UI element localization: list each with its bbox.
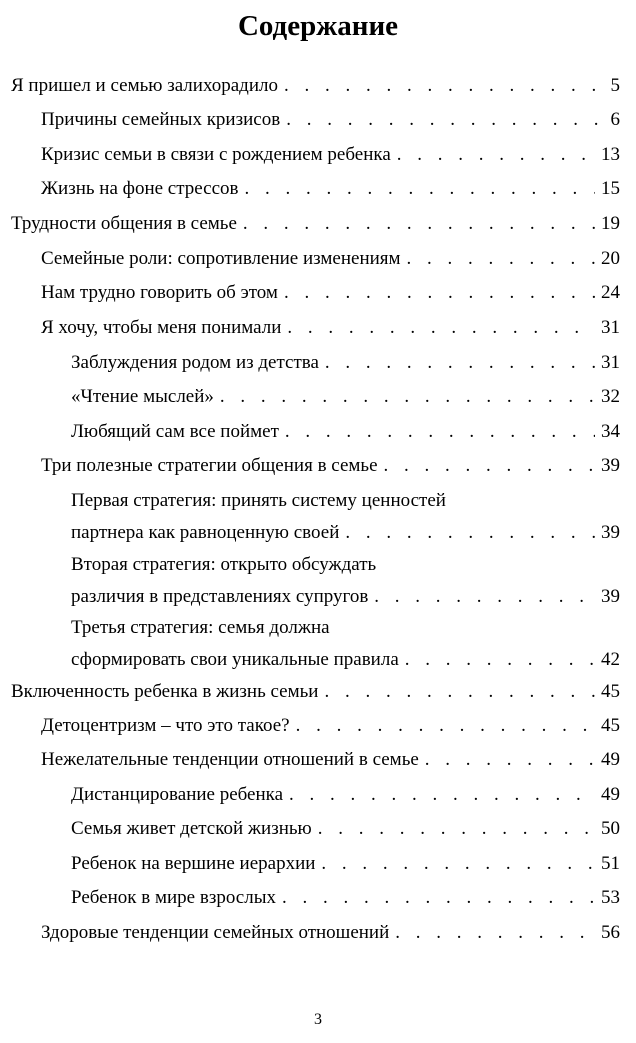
dot-leader <box>384 450 595 482</box>
toc-entry-page: 39 <box>601 522 620 543</box>
toc-entry-page: 39 <box>601 455 620 476</box>
toc-entry-page: 45 <box>601 681 620 702</box>
toc-entry <box>11 676 620 708</box>
toc-entry-page: 31 <box>601 352 620 373</box>
toc-entry-title: различия в представлениях супругов <box>71 586 369 607</box>
dot-leader <box>284 277 595 309</box>
toc-entry-page: 32 <box>601 386 620 407</box>
toc-entry-row <box>71 347 620 379</box>
toc-entry-row <box>11 70 620 102</box>
toc-entry <box>71 347 620 379</box>
toc-entry-row <box>41 173 620 205</box>
toc-entry-title: Нежелательные тенденции отношений в семье <box>41 749 419 770</box>
toc-entry-row <box>41 917 620 949</box>
toc-entry-title: Включенность ребенка в жизнь семьи <box>11 681 319 702</box>
toc-entry-row <box>41 104 620 136</box>
dot-leader <box>397 139 595 171</box>
toc-entry-row <box>71 882 620 914</box>
toc-entry-title: Детоцентризм – что это такое? <box>41 715 290 736</box>
toc-entry-title-line: Третья стратегия: семья должна <box>71 617 330 638</box>
toc-entry <box>41 243 620 275</box>
toc-entry-title: сформировать свои уникальные правила <box>71 649 399 670</box>
toc-entry <box>41 917 620 949</box>
toc-entry-page: 24 <box>601 282 620 303</box>
toc-entry-page: 20 <box>601 248 620 269</box>
toc-entry-row <box>41 243 620 275</box>
toc-entry-row <box>11 208 620 240</box>
toc-entry-page: 51 <box>601 853 620 874</box>
toc-entry <box>71 549 620 613</box>
toc-entry-page: 6 <box>610 109 620 130</box>
toc-entry-row <box>41 312 620 344</box>
toc-entry-row <box>41 139 620 171</box>
dot-leader <box>395 917 595 949</box>
dot-leader <box>405 644 595 676</box>
toc-entry-title: Любящий сам все поймет <box>71 421 279 442</box>
toc-entry <box>41 173 620 205</box>
toc-entry <box>71 882 620 914</box>
toc-entry-title: Дистанцирование ребенка <box>71 784 284 805</box>
toc-entry <box>11 208 620 240</box>
dot-leader <box>286 104 604 136</box>
toc-entry-title: Семья живет детской жизнью <box>71 818 312 839</box>
toc-entry-page: 31 <box>601 317 620 338</box>
toc-entry-row <box>71 416 620 448</box>
dot-leader <box>245 173 595 205</box>
dot-leader <box>296 710 595 742</box>
toc-entry-title: Кризис семьи в связи с рождением ребенка <box>41 144 391 165</box>
toc-entry <box>71 485 620 549</box>
dot-leader <box>284 70 605 102</box>
toc-entry-row <box>71 779 620 811</box>
toc-entry-page: 45 <box>601 715 620 736</box>
toc-entry <box>71 416 620 448</box>
dot-leader <box>287 312 595 344</box>
toc-entry-page: 50 <box>601 818 620 839</box>
toc-entry-title-line: Первая стратегия: принять систему ценностей <box>71 490 446 511</box>
toc-entry-row <box>41 710 620 742</box>
toc-entry <box>71 813 620 845</box>
toc-entry-page: 49 <box>601 784 620 805</box>
toc-entry <box>41 450 620 482</box>
toc-entry <box>71 848 620 880</box>
toc-entry-row <box>41 450 620 482</box>
toc-entry-row <box>71 581 620 613</box>
toc-entry-title: Причины семейных кризисов <box>41 109 281 130</box>
toc-entry <box>11 70 620 102</box>
toc-entry <box>71 381 620 413</box>
toc-entry <box>41 139 620 171</box>
toc-entry <box>41 277 620 309</box>
toc-entry-title: Ребенок на вершине иерархии <box>71 853 316 874</box>
dot-leader <box>325 347 595 379</box>
toc-entry-page: 15 <box>601 178 620 199</box>
toc-entry-row <box>71 381 620 413</box>
page-title: Содержание <box>237 10 399 42</box>
toc-entry <box>41 104 620 136</box>
toc-entry <box>71 612 620 676</box>
toc-entry-title: Ребенок в мире взрослых <box>71 887 276 908</box>
dot-leader <box>407 243 595 275</box>
dot-leader <box>324 676 595 708</box>
dot-leader <box>321 848 595 880</box>
toc-entry-title: Жизнь на фоне стрессов <box>41 178 239 199</box>
toc-entry-page: 53 <box>601 887 620 908</box>
toc-entry-page: 39 <box>601 586 620 607</box>
toc-entry-title: Трудности общения в семье <box>11 213 237 234</box>
dot-leader <box>345 517 595 549</box>
toc-entry-page: 5 <box>610 75 620 96</box>
page-number: 3 <box>314 1011 322 1028</box>
toc-entry-row <box>41 744 620 776</box>
dot-leader <box>374 581 595 613</box>
toc-entry-page: 42 <box>601 649 620 670</box>
toc-entry-row <box>41 277 620 309</box>
toc-entry-page: 13 <box>601 144 620 165</box>
dot-leader <box>220 381 595 413</box>
toc-entry-title: Заблуждения родом из детства <box>71 352 319 373</box>
toc-entry-page: 56 <box>601 922 620 943</box>
toc-entry <box>41 312 620 344</box>
toc-entry-row <box>71 813 620 845</box>
dot-leader <box>243 208 595 240</box>
toc-entry <box>41 710 620 742</box>
dot-leader <box>285 416 595 448</box>
toc-entry-page: 49 <box>601 749 620 770</box>
toc-entry-page: 19 <box>601 213 620 234</box>
toc-entry-title: Я пришел и семью залихорадило <box>11 75 278 96</box>
toc-entry-title: Три полезные стратегии общения в семье <box>41 455 378 476</box>
toc-entry-title: «Чтение мыслей» <box>71 386 214 407</box>
toc-entry-title: Семейные роли: сопротивление изменениям <box>41 248 401 269</box>
toc-entry-title-line: Вторая стратегия: открыто обсуждать <box>71 554 377 575</box>
dot-leader <box>289 779 595 811</box>
toc-entry-title: Нам трудно говорить об этом <box>41 282 278 303</box>
toc-entry <box>41 744 620 776</box>
toc-entry-row <box>11 676 620 708</box>
toc-entry-row <box>71 644 620 676</box>
toc-entry-row <box>71 848 620 880</box>
toc-entry-title: Я хочу, чтобы меня понимали <box>41 317 282 338</box>
toc-entry-page: 34 <box>601 421 620 442</box>
toc-entry-title: Здоровые тенденции семейных отношений <box>41 922 390 943</box>
dot-leader <box>425 744 595 776</box>
toc-entry-row <box>71 517 620 549</box>
dot-leader <box>282 882 595 914</box>
dot-leader <box>318 813 595 845</box>
toc-entry-title: партнера как равноценную своей <box>71 522 340 543</box>
toc-entry <box>71 779 620 811</box>
